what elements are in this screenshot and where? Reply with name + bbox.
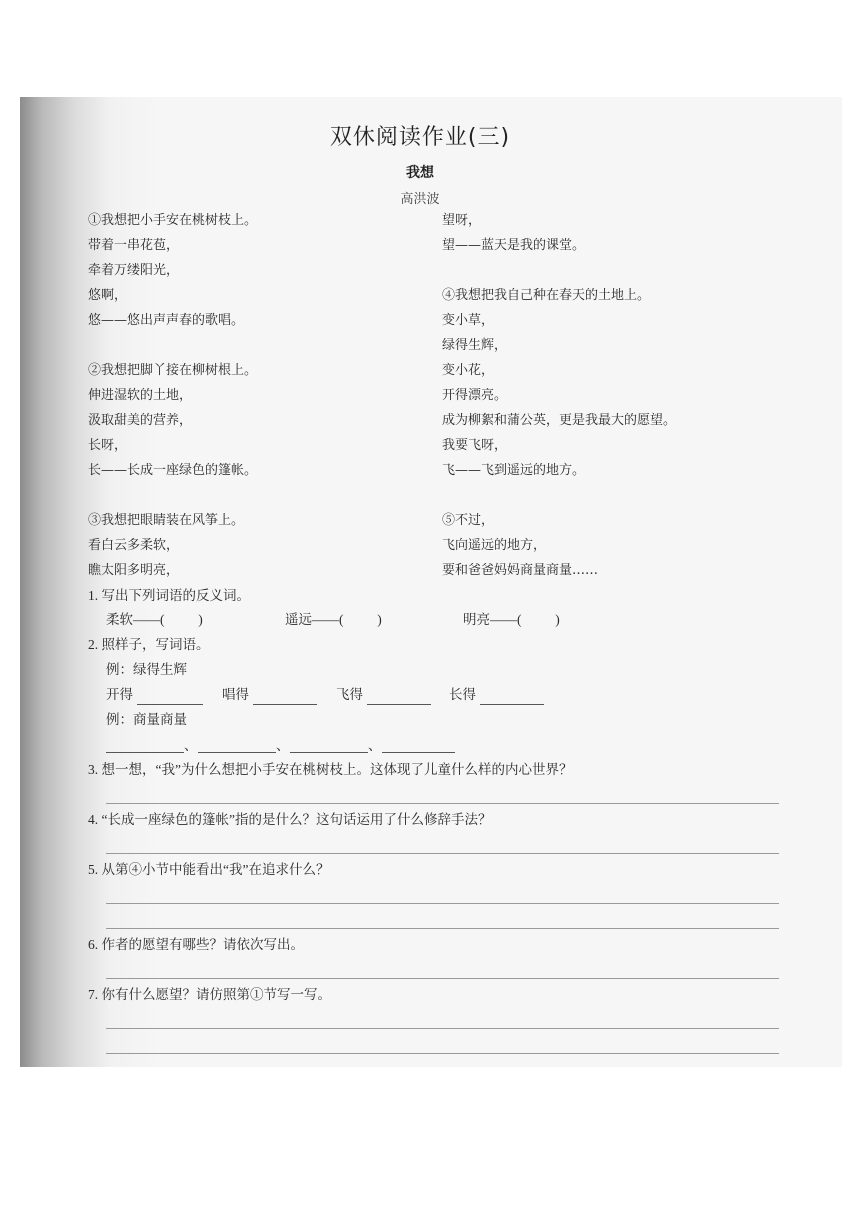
poem-line: 带着一串花苞，: [88, 238, 180, 253]
poem-line: 悠啊，: [88, 288, 128, 303]
question-7: 7. 你有什么愿望？请仿照第①节写一写。: [88, 987, 331, 1002]
antonym-item: 柔软——( ): [106, 612, 203, 627]
poem-line: ②我想把脚丫接在柳树根上。: [88, 363, 258, 378]
question-5: 5. 从第④小节中能看出“我”在追求什么？: [88, 862, 330, 877]
poem-line: 变小草，: [442, 313, 495, 328]
answer-blank[interactable]: [106, 752, 184, 753]
poem-line: 变小花，: [442, 363, 495, 378]
poem-line: 要和爸爸妈妈商量商量……: [442, 563, 599, 578]
answer-line[interactable]: [106, 928, 779, 929]
answer-blank[interactable]: [290, 752, 368, 753]
separator: 、: [184, 738, 198, 753]
word-prompt: 飞得: [336, 687, 363, 702]
answer-line[interactable]: [106, 1053, 779, 1054]
poem-author: 高洪波: [400, 192, 440, 207]
poem-line: 伸进湿软的土地，: [88, 388, 193, 403]
poem-line: 飞向遥远的地方，: [442, 538, 547, 553]
separator: 、: [368, 738, 382, 753]
poem-line: 望——蓝天是我的课堂。: [442, 238, 586, 253]
answer-line[interactable]: [106, 978, 779, 979]
word-prompt: 长得: [449, 687, 476, 702]
page-title: 双休阅读作业(三): [329, 125, 511, 150]
poem-line: 绿得生辉，: [442, 338, 508, 353]
poem-line: 我要飞呀，: [442, 438, 508, 453]
answer-blank[interactable]: [253, 704, 317, 705]
example-2: 例：商量商量: [106, 712, 187, 727]
answer-line[interactable]: [106, 1028, 779, 1029]
antonym-item: 遥远——( ): [285, 612, 382, 627]
poem-line: 成为柳絮和蒲公英，更是我最大的愿望。: [442, 413, 677, 428]
answer-blank[interactable]: [198, 752, 276, 753]
antonym-item: 明亮——( ): [463, 612, 560, 627]
answer-blank[interactable]: [382, 752, 455, 753]
poem-title: 我想: [406, 165, 434, 181]
answer-blank[interactable]: [137, 704, 203, 705]
poem-line: 牵着万缕阳光，: [88, 263, 180, 278]
question-6: 6. 作者的愿望有哪些？请依次写出。: [88, 937, 304, 952]
poem-line: ⑤不过，: [442, 513, 495, 528]
poem-line: 长呀，: [88, 438, 128, 453]
poem-line: 飞——飞到遥远的地方。: [442, 463, 586, 478]
poem-line: 开得漂亮。: [442, 388, 508, 403]
answer-blank[interactable]: [480, 704, 544, 705]
word-prompt: 唱得: [222, 687, 249, 702]
question-3: 3. 想一想，“我”为什么想把小手安在桃树枝上。这体现了儿童什么样的内心世界？: [88, 762, 573, 777]
example-1: 例：绿得生辉: [106, 662, 187, 677]
poem-line: ③我想把眼睛装在风筝上。: [88, 513, 245, 528]
question-4: 4. “长成一座绿色的篷帐”指的是什么？这句话运用了什么修辞手法？: [88, 812, 492, 827]
poem-line: 瞧太阳多明亮，: [88, 563, 180, 578]
question-1: 1. 写出下列词语的反义词。: [88, 588, 250, 603]
poem-line: ①我想把小手安在桃树枝上。: [88, 213, 258, 228]
answer-blank[interactable]: [367, 704, 431, 705]
poem-line: 望呀，: [442, 213, 482, 228]
poem-line: 长——长成一座绿色的篷帐。: [88, 463, 258, 478]
separator: 、: [276, 738, 290, 753]
word-prompt: 开得: [106, 687, 133, 702]
poem-line: ④我想把我自己种在春天的土地上。: [442, 288, 651, 303]
answer-line[interactable]: [106, 903, 779, 904]
answer-line[interactable]: [106, 803, 779, 804]
poem-line: 悠——悠出声声春的歌唱。: [88, 313, 245, 328]
poem-line: 汲取甜美的营养，: [88, 413, 193, 428]
question-2: 2. 照样子，写词语。: [88, 637, 210, 652]
poem-line: 看白云多柔软，: [88, 538, 180, 553]
answer-line[interactable]: [106, 853, 779, 854]
